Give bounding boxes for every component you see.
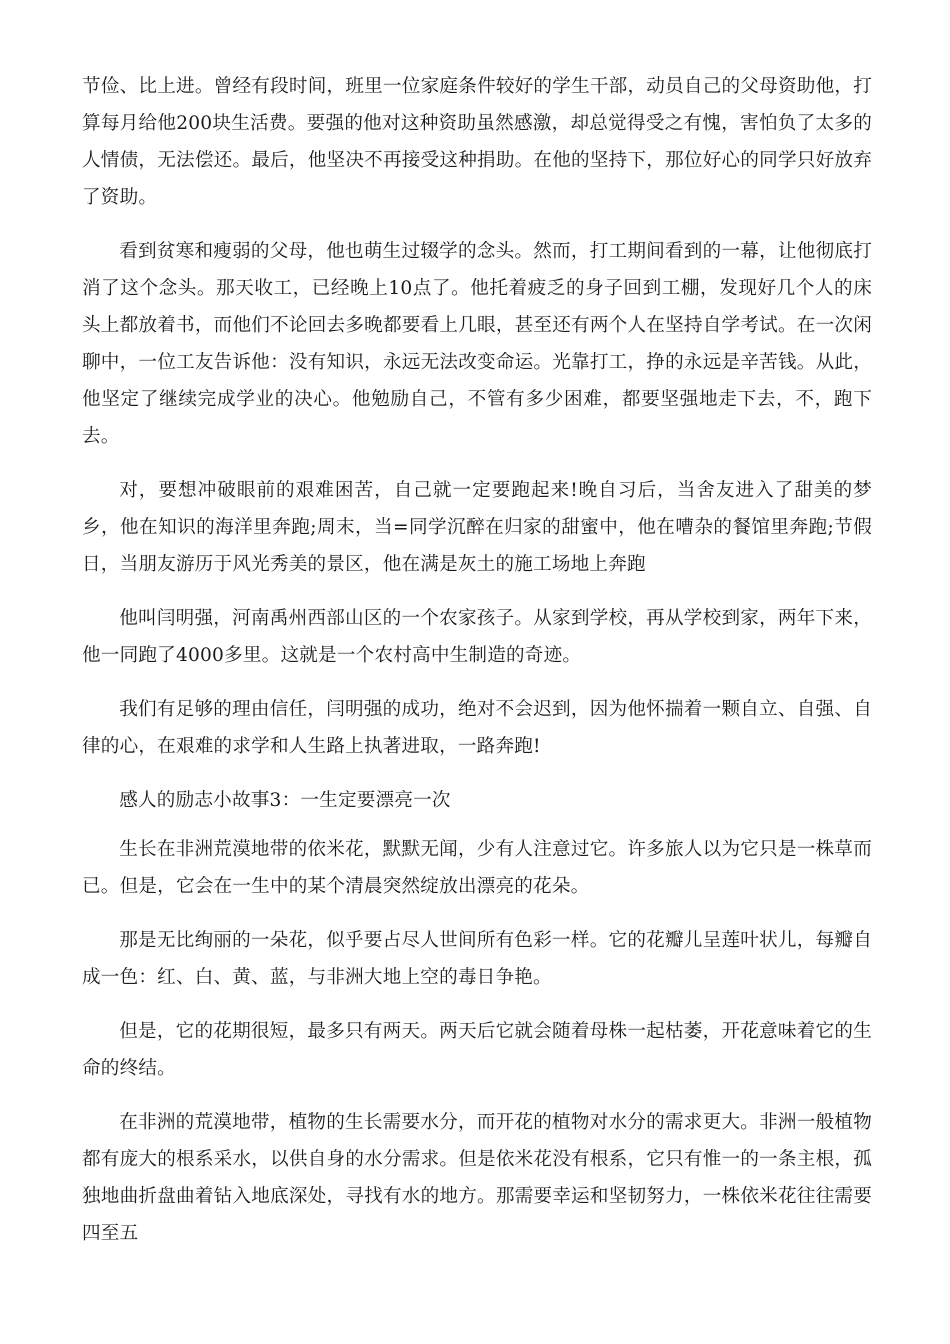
paragraph-dropout-thought: 看到贫寒和瘦弱的父母，他也萌生过辍学的念头。然而，打工期间看到的一幕，让他彻底打消了这个念头。那天收工，已经晚上10点了。他托着疲乏的身子回到工棚，发现好几个人的床头上都放着书，而他们不论回去多晚都要看上几眼，甚至还有两个人在坚持自学考试。在一次闲聊中，一位工友告诉他：没有知识，永远无法改变命运。光靠打工，挣的永远是辛苦钱。从此，他坚定了继续完成学业的决心。他勉励自己，不管有多少困难，都要坚强地走下去，不，跑下去。 bbox=[82, 241, 872, 447]
paragraph-water-root: 在非洲的荒漠地带，植物的生长需要水分，而开花的植物对水分的需求更大。非洲一般植物都有庞大的根系采水，以供自身的水分需求。但是依米花没有根系，它只有惟一的一条主根，孤独地曲折盘曲着钻入地底深处，寻找有水的地方。那需要幸运和坚韧努力，一株依米花往往需要四至五 bbox=[82, 1112, 872, 1244]
story-heading: 感人的励志小故事3：一生定要漂亮一次 bbox=[119, 790, 451, 811]
paragraph-yimi-flower: 生长在非洲荒漠地带的依米花，默默无闻，少有人注意过它。许多旅人以为它只是一株草而已。但是，它会在一生中的某个清晨突然绽放出漂亮的花朵。 bbox=[82, 839, 872, 897]
paragraph-name-intro: 他叫闫明强，河南禹州西部山区的一个农家孩子。从家到学校，再从学校到家，两年下来，他一同跑了4000多里。这就是一个农村高中生制造的奇迹。 bbox=[82, 608, 872, 666]
paragraph-conclusion: 我们有足够的理由信任，闫明强的成功，绝对不会迟到，因为他怀揣着一颗自立、自强、自律的心，在艰难的求学和人生路上执著进取，一路奔跑! bbox=[82, 699, 872, 757]
paragraph-keep-running: 对，要想冲破眼前的艰难困苦，自己就一定要跑起来!晚自习后，当舍友进入了甜美的梦乡，他在知识的海洋里奔跑;周末，当=同学沉醉在归家的甜蜜中，他在嘈杂的餐馆里奔跑;节假日，当朋友游历于风光秀美的景区，他在满是灰土的施工场地上奔跑 bbox=[82, 480, 872, 575]
document-page bbox=[82, 68, 872, 1269]
paragraph-continuation: 节俭、比上进。曾经有段时间，班里一位家庭条件较好的学生干部，动员自己的父母资助他，打算每月给他200块生活费。要强的他对这种资助虽然感激，却总觉得受之有愧，害怕负了太多的人情债，无法偿还。最后，他坚决不再接受这种捐助。在他的坚持下，那位好心的同学只好放弃了资助。 bbox=[82, 76, 872, 208]
paragraph-short-bloom: 但是，它的花期很短，最多只有两天。两天后它就会随着母株一起枯萎，开花意味着它的生命的终结。 bbox=[82, 1021, 872, 1079]
paragraph-flower-colors: 那是无比绚丽的一朵花，似乎要占尽人世间所有色彩一样。它的花瓣儿呈莲叶状儿，每瓣自成一色：红、白、黄、蓝，与非洲大地上空的毒日争艳。 bbox=[82, 930, 872, 988]
